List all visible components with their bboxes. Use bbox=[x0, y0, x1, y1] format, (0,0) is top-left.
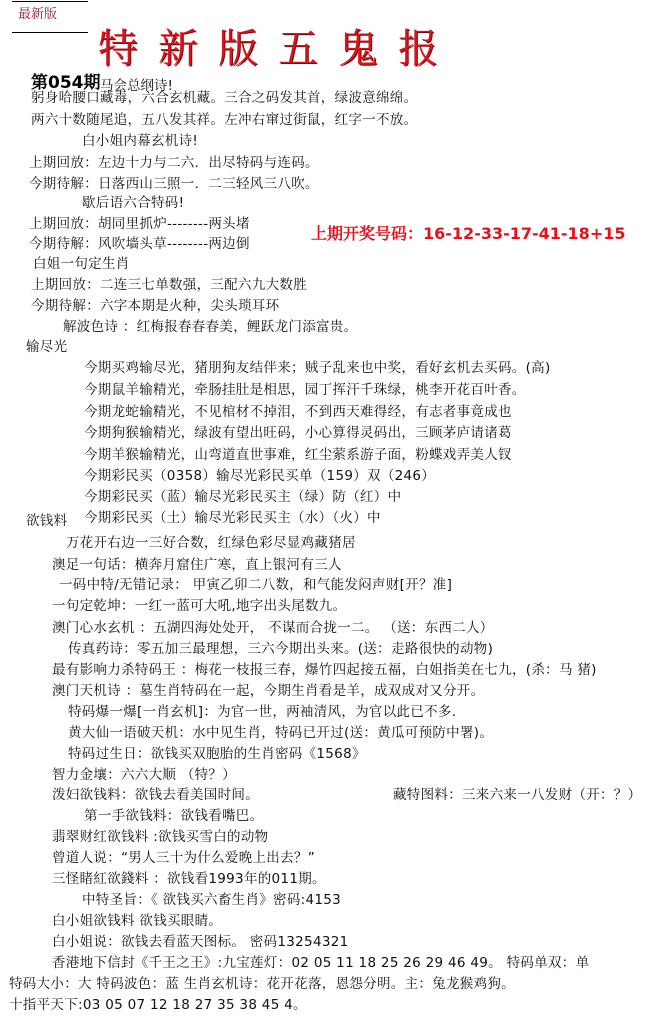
text-line: 万花开右边一三好合数，红绿色彩尽显鸡藏猪居 bbox=[66, 535, 356, 551]
text-line: 白小姐内幕玄机诗! bbox=[82, 133, 199, 149]
text-line: 今期待解：风吹墙头草--------两边倒 bbox=[29, 236, 250, 252]
text-line: 藏特图料：三来六来一八发财（开：？） bbox=[393, 787, 642, 803]
text-line: 澳足一句话：横奔月窟住广寒，直上银河有三人 bbox=[52, 557, 342, 573]
text-line: 今期彩民买（蓝）输尽光彩民买主（绿）防（红）中 bbox=[84, 489, 402, 505]
text-line: 白小姐欲钱料 欲钱买眼睛。 bbox=[52, 913, 223, 929]
text-line: 黄大仙一语破天机：水中见生肖，特码已开过(送：黄瓜可预防中署)。 bbox=[68, 725, 494, 741]
text-line: 上期回放：左边十力与二六．出尽特码与连码。 bbox=[29, 155, 319, 171]
text-line: 今期待解：六字本期是火种，尖头琐耳环 bbox=[31, 298, 280, 314]
page-title: 特新版五鬼报 bbox=[98, 26, 458, 72]
last-draw-numbers: 16-12-33-17-41-18+15 bbox=[423, 224, 626, 243]
text-line: 十指平天下:03 05 07 12 18 27 35 38 45 4。 bbox=[9, 997, 307, 1013]
text-line: 澳门天机诗 ：墓生肖特码在一起，今期生肖看是羊，成双成对又分开。 bbox=[52, 683, 485, 699]
text-line: 输尽光 bbox=[26, 339, 68, 355]
top-rule bbox=[12, 1, 88, 2]
text-line: 传真药诗：零五加三最理想，三六今期出头来。(送：走路很快的动物) bbox=[68, 641, 494, 657]
text-line: 今期彩民买（0358）输尽光彩民买单（159）双（246） bbox=[84, 468, 436, 484]
text-line: 最有影响力杀特码王 ：梅花一枝报三春，爆竹四起接五福，白姐指美在七九，(杀：马 猪) bbox=[52, 662, 597, 678]
text-line: 躬身哈腰口藏毒，六合玄机藏。三合之码发其首，绿波意绵绵。 bbox=[31, 90, 418, 106]
text-line: 三怪睹紅欲錢料 ：欲钱看1993年的011期。 bbox=[52, 871, 326, 887]
text-line: 歇后语六合特码! bbox=[82, 195, 185, 211]
text-line: 今期龙蛇输精光，不见棺材不掉泪，不到西天难得经，有志者事竟成也 bbox=[84, 404, 512, 420]
text-line: 第一手欲钱料：欲钱看嘴巴。 bbox=[84, 808, 264, 824]
text-line: 澳门心水玄机 ：五湖四海处处开， 不谋而合拢一二。 （送：东西二人） bbox=[52, 620, 494, 636]
badge-rule bbox=[12, 32, 88, 33]
last-draw-result bbox=[311, 222, 625, 246]
edition-badge: 最新版 bbox=[18, 7, 58, 22]
text-line: 特码过生日：欲钱买双胞胎的生肖密码《1568》 bbox=[68, 746, 366, 762]
text-line: 一码中特/无错记录： 甲寅乙卯二八数，和气能发闷声财[开？准] bbox=[59, 577, 453, 593]
text-line: 泼妇欲钱料：欲钱去看美国时间。 bbox=[52, 787, 259, 803]
text-line: 今期彩民买（土）输尽光彩民买主（水）（火）中 bbox=[84, 510, 381, 526]
text-line: 智力金壤：六六大顺 （特？） bbox=[52, 767, 236, 783]
text-line: 曾道人说：“男人三十为什么爱晚上出去？” bbox=[52, 850, 315, 866]
text-line: 今期待解：日落西山三照一．二三轻风三八吹。 bbox=[29, 176, 319, 192]
text-line: 欲钱料 bbox=[26, 513, 68, 529]
issue-subtitle: 马会总纲诗! bbox=[100, 78, 173, 94]
text-line: 一句定乾坤：一红一蓝可大吼,地字出头尾数九。 bbox=[52, 598, 347, 614]
text-line: 今期羊猴输精光，山弯道直世事难，红尘萦系游子面，粉蝶戏弄美人钗 bbox=[84, 447, 512, 463]
text-line: 上期回放：胡同里抓炉--------两头堵 bbox=[29, 216, 250, 232]
text-line: 解波色诗 ：红梅报春春春美，鲤跃龙门添富贵。 bbox=[63, 319, 358, 335]
last-draw-label: 上期开奖号码： bbox=[311, 224, 424, 243]
issue-number: 第054期 bbox=[31, 73, 101, 93]
text-line: 今期狗猴输精光，绿波有望出旺码，小心算得灵码出，三顾茅庐请诸葛 bbox=[84, 425, 512, 441]
text-line: 翡翠财红欲钱料 :欲钱买雪白的动物 bbox=[52, 829, 269, 845]
text-line: 白姐一句定生肖 bbox=[33, 256, 130, 272]
text-line: 特码爆一爆[一肖玄机]：为官一世，两袖清风，为官以此已不多. bbox=[68, 704, 457, 720]
text-line: 上期回放：二连三七单数强，三配六九大数胜 bbox=[31, 277, 307, 293]
text-line: 今期买鸡输尽光，猪朋狗友结伴来；贼子乱来也中奖，看好玄机去买码。(高) bbox=[84, 360, 551, 376]
text-line: 特码大小：大 特码波色：蓝 生肖玄机诗：花开花落，恩怨分明。主：兔龙猴鸡狗。 bbox=[9, 976, 515, 992]
text-line: 两六十数随尾追，五八发其祥。左冲右窜过街鼠，红字一不放。 bbox=[31, 112, 418, 128]
text-line: 香港地下信封《千王之王》:九宝莲灯：02 05 11 18 25 26 29 46 49。 特码单双：单 bbox=[52, 955, 590, 971]
text-line: 中特圣旨：《 欲钱买六畜生肖》密码:4153 bbox=[82, 892, 342, 908]
text-line: 今期鼠羊输精光，牵肠挂肚是相思，园丁挥汗千珠绿，桃李开花百叶香。 bbox=[84, 382, 526, 398]
text-line: 白小姐说：欲钱去看蓝天图标。 密码13254321 bbox=[52, 934, 349, 950]
